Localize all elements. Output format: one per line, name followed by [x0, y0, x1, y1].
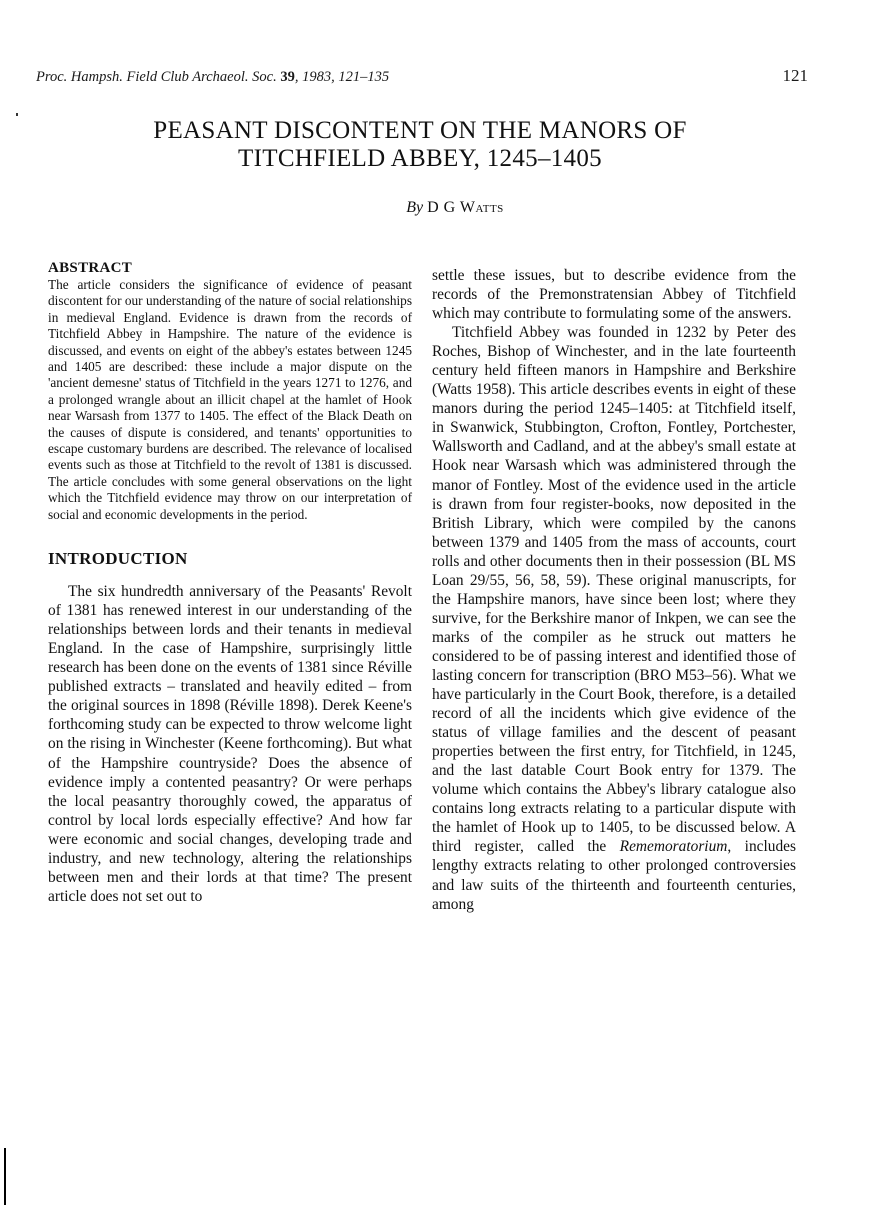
scan-speck — [16, 113, 18, 116]
intro-paragraph-1-continued: settle these issues, but to describe evidence from the records of the Premonstratensian Abbey of Titchfield which may contribute to formulating some of the answers. — [432, 267, 796, 323]
running-head — [36, 66, 808, 86]
paragraph-2-end: , includes lengthy extracts relating to other prolonged controversies and law suits of the thirteenth and fourteenth centuries, among — [432, 838, 796, 913]
scan-edge-mark — [4, 1148, 6, 1205]
title-line-1: PEASANT DISCONTENT ON THE MANORS OF — [153, 117, 687, 144]
title-line-2: TITCHFIELD ABBEY, 1245–1405 — [238, 145, 602, 172]
intro-paragraph-1: The six hundredth anniversary of the Peasants' Revolt of 1381 has renewed interest in our understanding of the relationships between lords and their tenants in medieval England. In the case of Hampshire, surprisingly little research has been done on the events of 1381 since Réville published extracts – translated and heavily edited – from the original sources in 1898 (Réville 1898). Derek Keene's forthcoming study can be expected to throw welcome light on the rising in Winchester (Keene forthcoming). But what of the Hampshire countryside? Does the absence of evidence imply a contented peasantry? Or were perhaps the local peasantry thoroughly cowed, the apparatus of control by local lords especially effective? And how far were economic and social changes, developing trade and industry, and new technology, altering the relationships between men and their lords at that time? The present article does not set out to — [48, 583, 412, 905]
journal-year-pages: , 1983, 121–135 — [294, 69, 390, 85]
right-column — [432, 266, 796, 914]
journal-volume: 39 — [280, 69, 295, 85]
abstract-heading: ABSTRACT — [48, 260, 133, 276]
introduction-heading: INTRODUCTION — [48, 549, 188, 569]
article-title — [40, 117, 800, 173]
byline-prefix: By — [406, 199, 424, 216]
register-name: Rememoratorium — [619, 838, 728, 856]
byline — [40, 199, 870, 217]
journal-citation — [36, 69, 389, 86]
page-number: 121 — [782, 66, 808, 85]
left-column — [48, 260, 412, 906]
journal-name: Proc. Hampsh. Field Club Archaeol. Soc. — [36, 69, 277, 85]
author-name: D G Watts — [427, 199, 504, 216]
intro-paragraph-2 — [432, 323, 796, 913]
paragraph-2-start: Titchfield Abbey was founded in 1232 by Peter des Roches, Bishop of Winchester, and in the late fourteenth century held fifteen manors in Hampshire and Berkshire (Watts 1958). This article describes events in eight of these manors during the period 1245–1405: at Titchfield itself, in Swanwick, Stubbington, Crofton, Fontley, Portchester, Wallsworth and Cadland, and at the abbey's small estate at Hook near Warsash which was administered through the manor of Fontley. Most of the evidence used in the article is drawn from four register-books, now deposited in the British Library, which were compiled by the canons between 1379 and 1405 from the mass of accounts, court rolls and other documents then in their possession (BL MS Loan 29/55, 56, 58, 59). These original manuscripts, for the Hampshire manors, have since been lost; where they survive, for the Berkshire manor of Inkpen, we can see the marks of the compiler as he struck out matters he considered to be of passing interest and identified those of lasting concern for transcription (BRO M53–56). What we have particularly in the Court Book, therefore, is a detailed record of all the incidents which give evidence of the status of village families and the descent of peasant properties between the first entry, for Titchfield, in 1245, and the last datable Court Book entry for 1379. The volume which contains the Abbey's library catalogue also contains long extracts relating to a particular dispute with the hamlet of Hook up to 1405, to be discussed below. A third register, called the — [432, 324, 796, 856]
abstract-text: The article considers the significance of evidence of peasant discontent for our understanding of the nature of social relationships in medieval England. Evidence is drawn from the records of Titchfield Abbey in Hampshire. The nature of the evidence is discussed, and events on eight of the abbey's estates between 1245 and 1405 are described: these include a major dispute on the 'ancient demesne' status of Titchfield in the years 1271 to 1276, and a prolonged wrangle about an illicit chapel at the hamlet of Hook near Warsash from 1377 to 1405. The effect of the Black Death on the causes of dispute is considered, and tenants' opportunities to escape customary burdens are described. The relevance of localised events such as those at Titchfield to the revolt of 1381 is discussed. The article concludes with some general observations on the light which the Titchfield evidence may throw on our interpretation of social and economic developments in the period. — [48, 277, 412, 522]
